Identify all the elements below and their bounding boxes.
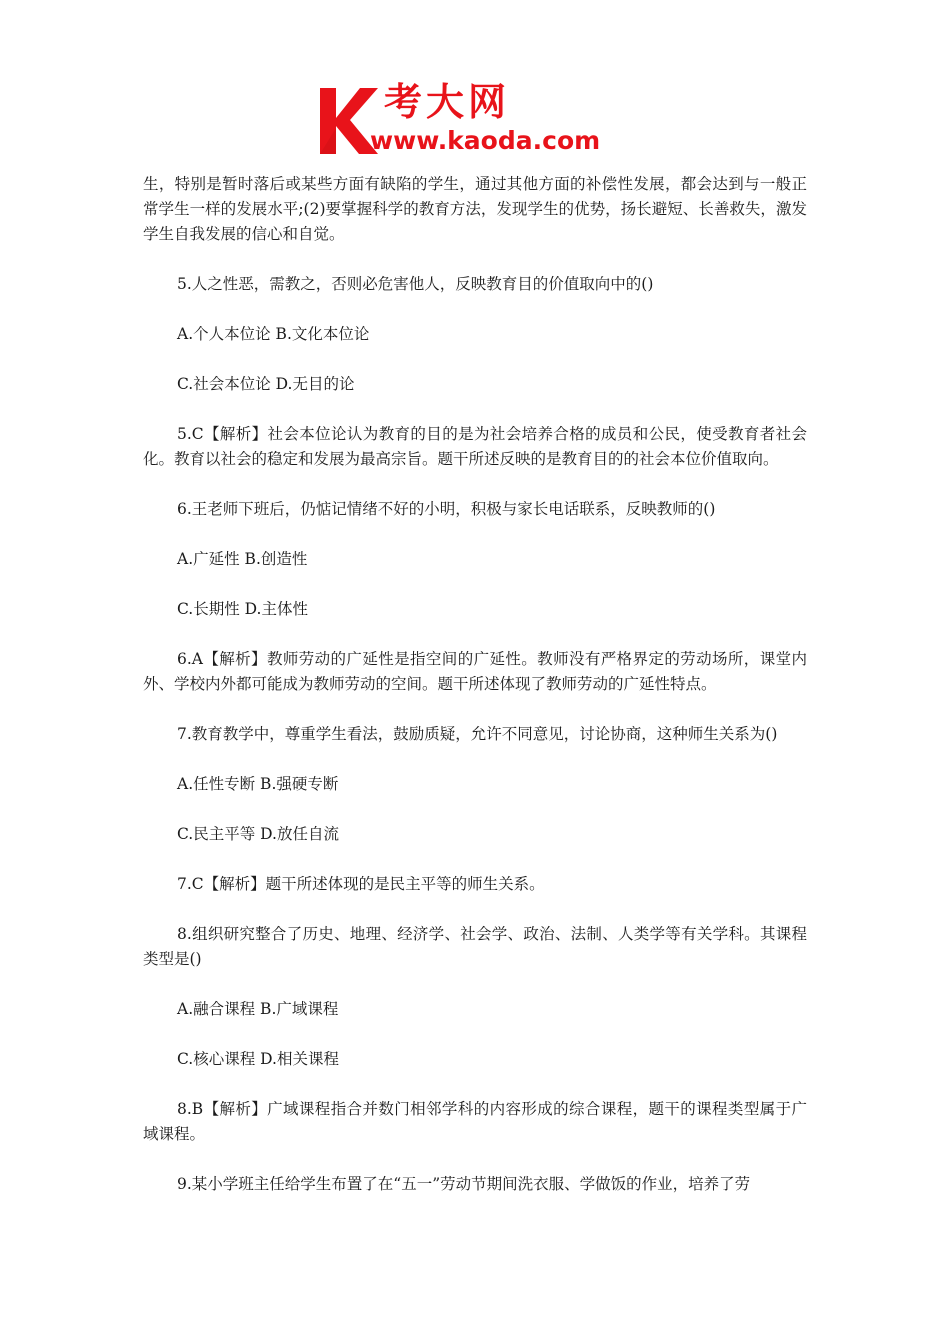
question-8-options-cd: C.核心课程 D.相关课程 <box>177 1050 339 1068</box>
kaoda-logo <box>318 80 638 160</box>
document-body <box>143 172 807 1197</box>
question-5-options-cd: C.社会本位论 D.无目的论 <box>177 375 355 393</box>
question-5-options-ab: A.个人本位论 B.文化本位论 <box>177 325 370 343</box>
paragraph: 生，特别是暂时落后或某些方面有缺陷的学生，通过其他方面的补偿性发展，都会达到与一般正常学生一样的发展水平;(2)要掌握科学的教育方法，发现学生的优势，扬长避短、长善救失，激发学生自我发展的信心和自觉。 <box>143 175 807 243</box>
question-6-options-cd: C.长期性 D.主体性 <box>177 600 308 618</box>
question-5: 5.人之性恶，需教之，否则必危害他人，反映教育目的价值取向中的() <box>177 275 654 293</box>
answer-8: 8.B【解析】广域课程指合并数门相邻学科的内容形成的综合课程，题干的课程类型属于广域课程。 <box>143 1100 807 1143</box>
logo-url: www.kaoda.com <box>370 126 601 155</box>
answer-5: 5.C【解析】社会本位论认为教育的目的是为社会培养合格的成员和公民，使受教育者社会化。教育以社会的稳定和发展为最高宗旨。题干所述反映的是教育目的的社会本位价值取向。 <box>143 425 807 468</box>
question-9: 9.某小学班主任给学生布置了在“五一”劳动节期间洗衣服、学做饭的作业，培养了劳 <box>177 1175 751 1193</box>
answer-6: 6.A【解析】教师劳动的广延性是指空间的广延性。教师没有严格界定的劳动场所，课堂内外、学校内外都可能成为教师劳动的空间。题干所述体现了教师劳动的广延性特点。 <box>143 650 807 693</box>
question-7-options-ab: A.任性专断 B.强硬专断 <box>177 775 339 793</box>
question-7-options-cd: C.民主平等 D.放任自流 <box>177 825 339 843</box>
question-8-options-ab: A.融合课程 B.广域课程 <box>177 1000 339 1018</box>
logo-name: 考大网 <box>384 80 511 124</box>
question-8: 8.组织研究整合了历史、地理、经济学、社会学、政治、法制、人类学等有关学科。其课程类型是() <box>143 925 807 968</box>
answer-7: 7.C【解析】题干所述体现的是民主平等的师生关系。 <box>177 875 545 893</box>
question-6-options-ab: A.广延性 B.创造性 <box>177 550 308 568</box>
question-6: 6.王老师下班后，仍惦记情绪不好的小明，积极与家长电话联系，反映教师的() <box>177 500 716 518</box>
question-7: 7.教育教学中，尊重学生看法，鼓励质疑，允许不同意见，讨论协商，这种师生关系为() <box>177 725 778 743</box>
